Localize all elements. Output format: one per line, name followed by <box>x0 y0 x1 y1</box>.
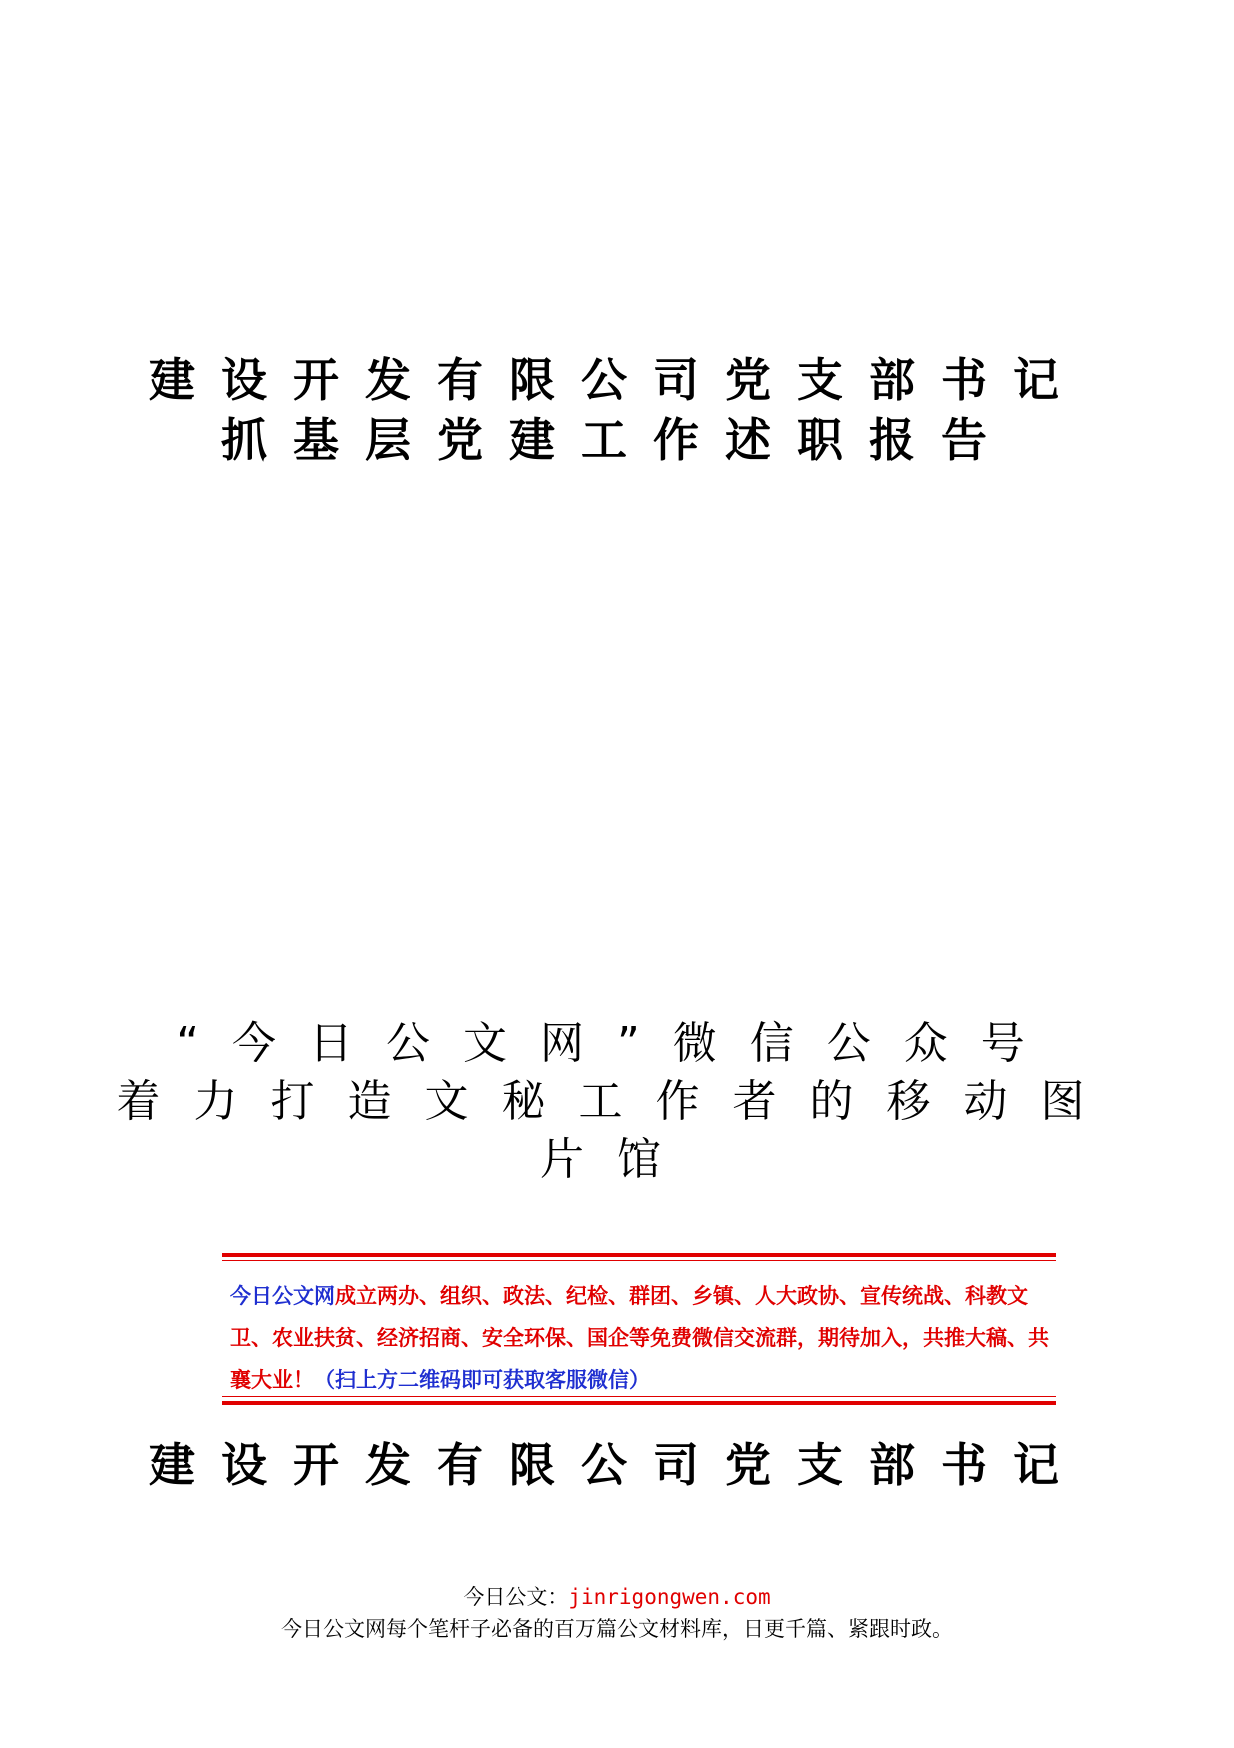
footer-site <box>0 1582 1234 1612</box>
slogan-line-3: 片馆 <box>540 1134 694 1185</box>
banner-top-rule <box>222 1253 1056 1257</box>
document-title <box>0 350 1234 470</box>
footer-site-url[interactable]: jinrigongwen.com <box>568 1585 771 1609</box>
slogan-line-2: 着力打造文秘工作者的移动图 <box>116 1076 1118 1127</box>
repeated-title <box>0 1435 1234 1495</box>
promo-slogan <box>0 1015 1234 1189</box>
repeated-title-line: 建设开发有限公司党支部书记 <box>149 1438 1085 1492</box>
slogan-line-1: “今日公文网”微信公众号 <box>176 1018 1058 1069</box>
banner-body: 成立两办、组织、政法、纪检、群团、乡镇、人大政协、宣传统战、科教文卫、农业扶贫、经济招商、安全环保、国企等免费微信交流群，期待加入，共推大稿、共襄大业！ <box>230 1284 1049 1392</box>
banner-note: （扫上方二维码即可获取客服微信） <box>314 1368 650 1392</box>
banner-top-rule-thin <box>222 1260 1056 1261</box>
footer-tagline: 今日公文网每个笔杆子必备的百万篇公文材料库，日更千篇、紧跟时政。 <box>281 1617 953 1641</box>
title-line-1: 建设开发有限公司党支部书记 <box>149 353 1085 407</box>
promo-banner <box>222 1253 1056 1405</box>
banner-bottom-rule <box>222 1401 1056 1405</box>
title-line-2: 抓基层党建工作述职报告 <box>221 413 1013 467</box>
footer-site-label: 今日公文： <box>463 1585 569 1609</box>
banner-brand[interactable]: 今日公文网 <box>230 1284 335 1308</box>
banner-bottom-rule-thin <box>222 1396 1056 1397</box>
banner-text <box>230 1275 1056 1401</box>
